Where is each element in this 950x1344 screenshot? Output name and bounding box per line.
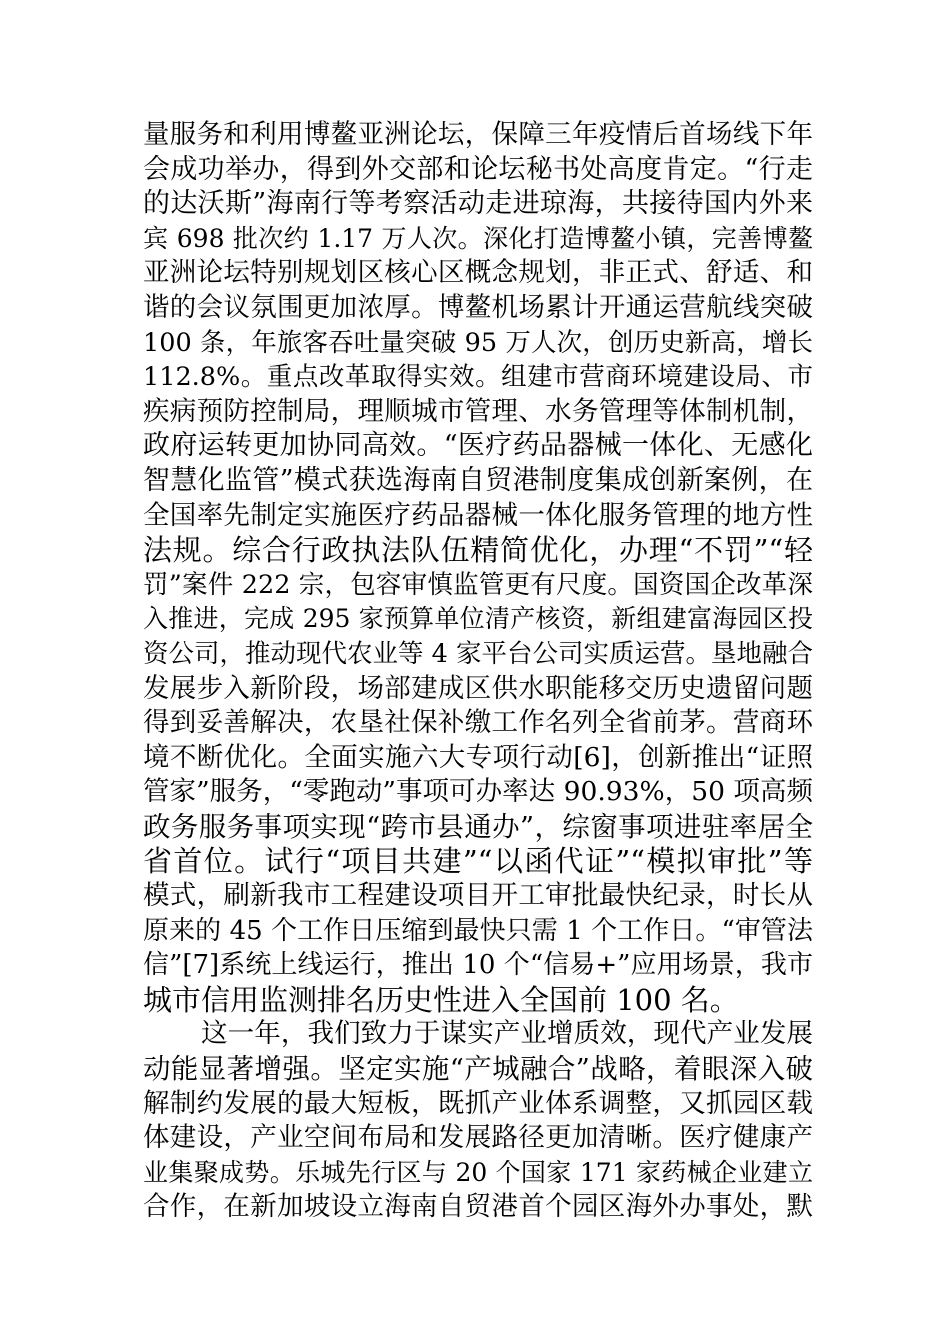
text-line: 得到妥善解决，农垦社保补缴工作名列全省前茅。营商环 (143, 707, 813, 739)
text-line: 罚”案件 222 宗，包容审慎监管更有尺度。国资国企改革深 (143, 569, 813, 600)
text-line: 入推进，完成 295 家预算单位清产核资，新组建富海园区投 (143, 604, 813, 634)
text-line: 业集聚成势。乐城先行区与 20 个国家 171 家药械企业建立 (143, 1157, 813, 1187)
text-line: 合作，在新加坡设立海南自贸港首个园区海外办事处，默 (143, 1191, 813, 1223)
document-body (143, 118, 813, 1225)
text-line: 的达沃斯”海南行等考察活动走进琼海，共接待国内外来 (143, 188, 813, 220)
text-line: 境不断优化。全面实施六大专项行动[6]，创新推出“证照 (143, 741, 813, 773)
text-line: 宾 698 批次约 1.17 万人次。深化打造博鳌小镇，完善博鳌 (143, 223, 813, 253)
text-line: 会成功举办，得到外交部和论坛秘书处高度肯定。“行走 (143, 153, 813, 185)
text-line: 量服务和利用博鳌亚洲论坛，保障三年疫情后首场线下年 (143, 119, 813, 150)
text-line: 政务服务事项实现“跨市县通办”，综窗事项进驻率居全 (143, 810, 813, 843)
text-line: 疾病预防控制局，理顺城市管理、水务管理等体制机制， (143, 395, 813, 427)
text-line: 解制约发展的最大短板，既抓产业体系调整，又抓园区载 (143, 1087, 813, 1119)
text-line: 政府运转更加协同高效。“医疗药品器械一体化、无感化 (143, 430, 813, 462)
text-line: 模式，刷新我市工程建设项目开工审批最快纪录，时长从 (143, 880, 813, 912)
text-line: 法规。综合行政执法队伍精简优化，办理“不罚”“轻 (143, 533, 813, 568)
text-line: 112.8%。重点改革取得实效。组建市营商环境建设局、市 (143, 362, 813, 393)
text-line: 这一年，我们致力于谋实产业增质效，现代产业发展 (201, 1018, 813, 1050)
text-line: 城市信用监测排名历史性进入全国前 100 名。 (143, 982, 739, 1017)
text-line: 原来的 45 个工作日压缩到最快只需 1 个工作日。“审管法 (143, 915, 813, 946)
text-line: 智慧化监管”模式获选海南自贸港制度集成创新案例，在 (143, 464, 813, 496)
text-line: 管家”服务，“零跑动”事项可办率达 90.93%，50 项高频 (143, 776, 813, 808)
text-line: 发展步入新阶段，场部建成区供水职能移交历史遗留问题 (143, 672, 813, 704)
text-line: 100 条，年旅客吞吐量突破 95 万人次，创历史新高，增长 (143, 327, 813, 358)
text-line: 信”[7]系统上线运行，推出 10 个“信易+”应用场景，我市 (143, 950, 813, 981)
text-line: 资公司，推动现代农业等 4 家平台公司实质运营。垦地融合 (143, 638, 813, 669)
text-line: 全国率先制定实施医疗药品器械一体化服务管理的地方性 (143, 499, 813, 531)
text-line: 体建设，产业空间布局和发展路径更加清晰。医疗健康产 (143, 1122, 813, 1154)
text-line: 动能显著增强。坚定实施“产城融合”战略，着眼深入破 (143, 1053, 813, 1086)
text-line: 亚洲论坛特别规划区核心区概念规划，非正式、舒适、和 (143, 257, 813, 289)
paragraph-2 (143, 1017, 813, 1225)
text-line: 谐的会议氛围更加浓厚。博鳌机场累计开通运营航线突破 (143, 291, 813, 323)
paragraph-1 (143, 118, 813, 1017)
text-line: 省首位。试行“项目共建”“以函代证”“模拟审批”等 (143, 844, 813, 879)
